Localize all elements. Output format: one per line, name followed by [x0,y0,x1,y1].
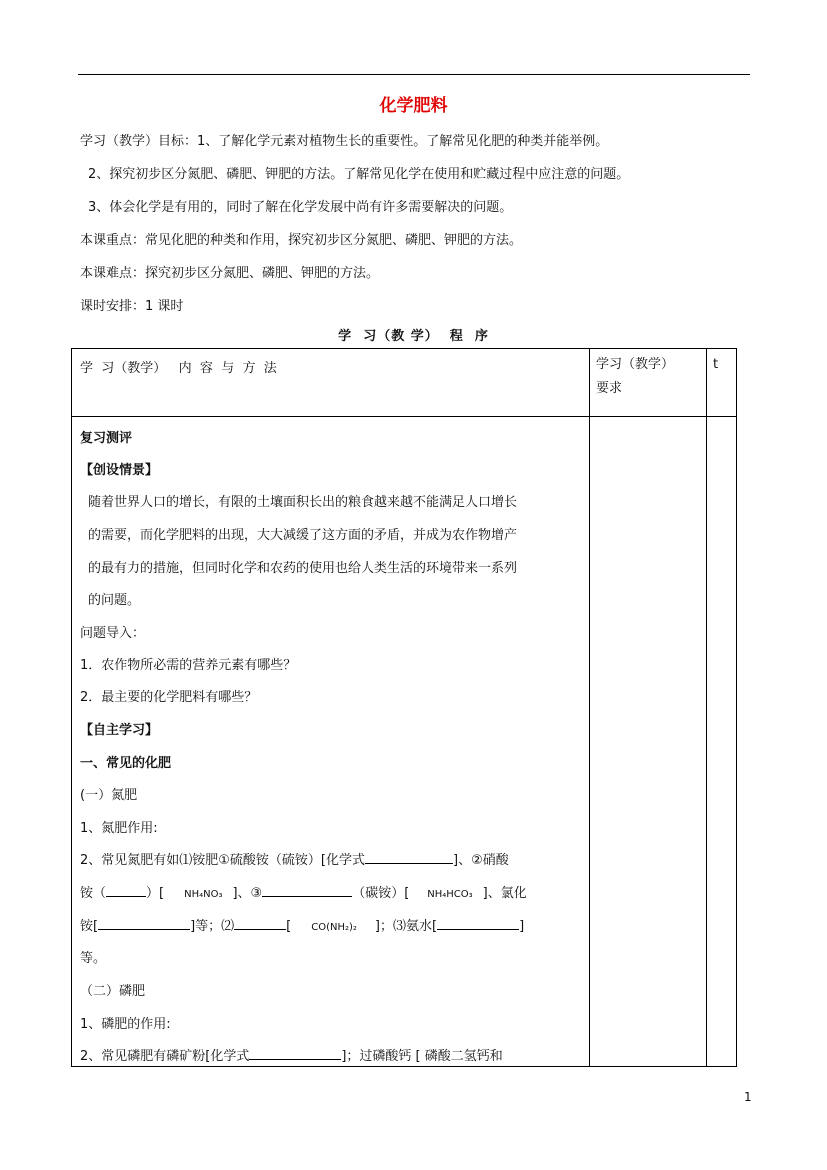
header-rule [78,74,750,75]
nitrogen-line-3 [80,915,524,934]
col3-cell [707,417,737,1067]
nitrogen-line-2-text-e: ]、氯化 [482,886,527,901]
blank-ammonia-water [437,918,519,930]
blank-urea-name [234,918,286,930]
header-col3: t [707,349,737,417]
header-requirements [590,349,707,417]
requirements-cell [590,417,707,1067]
difficulty: 本课难点：探究初步区分氮肥、磷肥、钾肥的方法。 [80,266,380,281]
nitrogen-line-1 [80,849,509,868]
nitrogen-line-3-text-d: ]；⑶氨水[ [374,919,438,934]
self-study-heading: 【自主学习】 [80,723,159,738]
nitrogen-line-2-text-c: ]、③ [232,886,263,901]
question-2: 2．最主要的化学肥料有哪些？ [80,690,258,705]
scenario-line-4: 的问题。 [88,593,141,608]
key-point: 本课重点：常见化肥的种类和作用，探究初步区分氮肥、磷肥、钾肥的方法。 [80,233,523,248]
page-number: 1 [744,1090,752,1104]
blank-ammonium-chloride [98,918,190,930]
phosphate-role: 1、磷肥的作用: [80,1017,171,1032]
procedure-table [71,348,737,1067]
content-cell [72,417,590,1067]
document-title: 化学肥料 [379,96,448,116]
nitrogen-role: 1、氮肥作用: [80,821,158,836]
nitrogen-line-1-text-a: 2、常见氮肥有如⑴铵肥①硫酸铵（硫铵）[化学式 [80,853,365,868]
question-intro: 问题导入： [80,626,146,641]
scenario-line-2: 的需要，而化学肥料的出现，大大减缓了这方面的矛盾，并成为农作物增产 [88,528,518,543]
nitrogen-line-3-text-c: [ [286,919,292,934]
nitrogen-line-3-text-a: 铵[ [80,919,99,934]
blank-ammonium-nitrate-name [106,885,146,897]
blank-ammonium-sulfate [365,852,453,864]
objective-line-1: 学习（教学）目标：1、了解化学元素对植物生长的重要性。了解常见化肥的种类并能举例。 [80,134,609,149]
phosphate-line-1 [80,1045,503,1064]
scenario-line-3: 的最有力的措施，但同时化学和农药的使用也给人类生活的环境带来一系列 [88,561,518,576]
nitrogen-line-2-text-d: （碳铵）[ [352,886,410,901]
nitrogen-line-1-text-b: ]、②硝酸 [453,853,509,868]
phosphate-heading: （二）磷肥 [80,984,146,999]
formula-urea: CO(NH₂)₂ [311,922,357,933]
scenario-heading: 【创设情景】 [80,463,159,478]
nitrogen-heading: (一）氮肥 [80,788,138,803]
phosphate-line-1-text-b: ]；过磷酸钙 [ 磷酸二氢钙和 [341,1049,503,1064]
common-fertilizer-heading: 一、常见的化肥 [80,756,172,771]
nitrogen-line-2 [80,882,527,901]
blank-ammonium-bicarbonate-name [262,885,352,897]
question-1: 1．农作物所必需的营养元素有哪些？ [80,658,297,673]
formula-nh4hco3: NH₄HCO₃ [427,889,473,900]
header-content-method: 学 习（教学） 内 容 与 方 法 [72,349,590,417]
nitrogen-line-2-text-b: ）[ [146,886,165,901]
nitrogen-line-3-text-e: ] [519,919,525,934]
schedule: 课时安排：1 课时 [80,299,184,314]
header-requirements-line2: 要求 [596,381,623,396]
objective-line-2: 2、探究初步区分氮肥、磷肥、钾肥的方法。了解常见化学在使用和贮藏过程中应注意的问题。 [88,167,630,182]
objective-line-3: 3、体会化学是有用的，同时了解在化学发展中尚有许多需要解决的问题。 [88,200,513,215]
nitrogen-line-3-text-b: ]等；⑵ [190,919,235,934]
review-heading: 复习测评 [80,431,133,446]
header-requirements-line1: 学习（教学） [596,357,675,372]
nitrogen-line-2-text-a: 铵（ [80,886,107,901]
section-title: 学 习（教 学） 程 序 [338,329,489,344]
scenario-line-1: 随着世界人口的增长，有限的土壤面积长出的粮食越来越不能满足人口增长 [88,495,518,510]
nitrogen-line-4: 等。 [80,951,107,966]
formula-nh4no3: NH₄NO₃ [184,889,223,900]
phosphate-line-1-text-a: 2、常见磷肥有磷矿粉[化学式 [80,1049,250,1064]
blank-phosphate-rock [249,1048,341,1060]
